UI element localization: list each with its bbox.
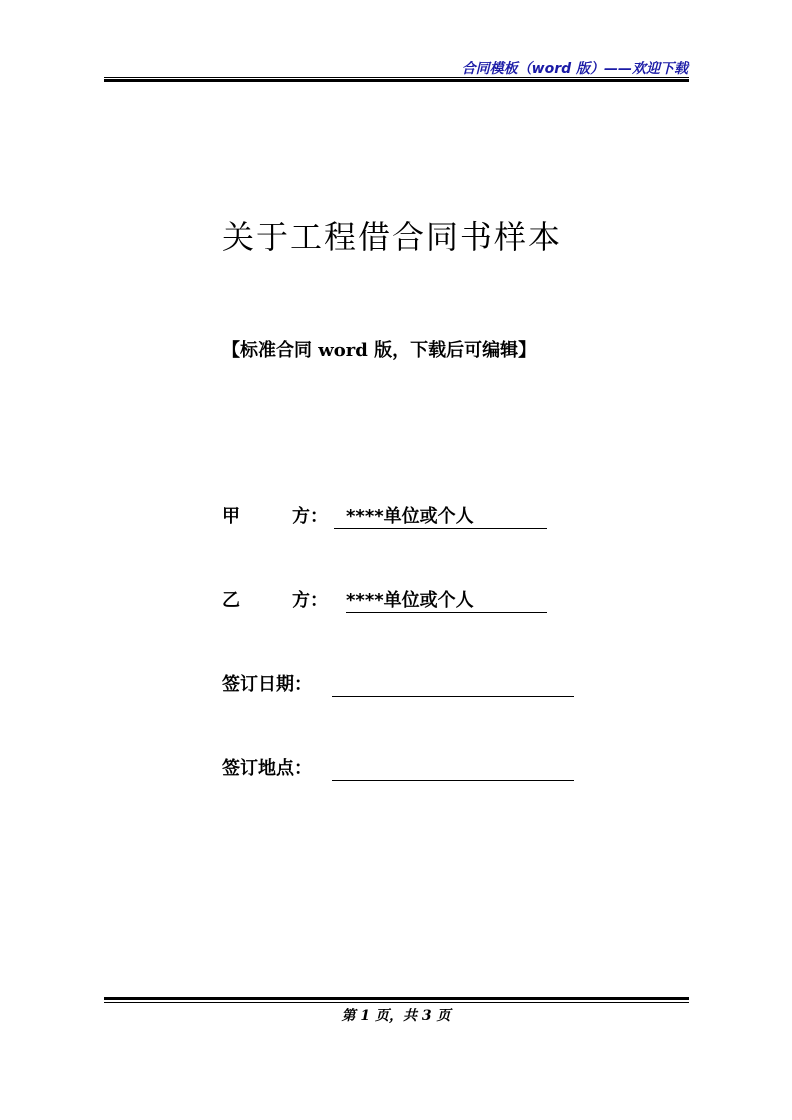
sign-date-label: 签订日期： [222, 674, 312, 695]
party-a-row [222, 502, 562, 532]
party-b-row [222, 586, 562, 616]
sign-place-label: 签订地点： [222, 758, 312, 779]
footer-rule-thick [104, 997, 689, 1000]
header-rule-thin [104, 77, 689, 78]
sign-date-underline [332, 696, 574, 697]
sign-place-underline [332, 780, 574, 781]
party-a-label-first: 甲 [222, 506, 240, 527]
page-number: 第 1 页，共 3 页 [341, 1008, 451, 1024]
party-a-underline [334, 528, 547, 529]
party-a-value[interactable]: ****单位或个人 [346, 506, 474, 527]
header-rule-thick [104, 79, 689, 82]
party-a-label-second: 方： [292, 506, 328, 527]
document-title: 关于工程借合同书样本 [222, 218, 563, 256]
party-b-underline [346, 612, 547, 613]
party-b-label-first: 乙 [222, 590, 240, 611]
party-b-value[interactable]: ****单位或个人 [346, 590, 474, 611]
sign-place-row [222, 754, 582, 784]
header-text: 合同模板（word 版）——欢迎下载 [461, 61, 688, 77]
footer-rule-thin [104, 1002, 689, 1003]
sign-date-row [222, 670, 582, 700]
party-b-label-second: 方： [292, 590, 328, 611]
document-subtitle: 【标准合同 word 版，下载后可编辑】 [222, 340, 537, 361]
